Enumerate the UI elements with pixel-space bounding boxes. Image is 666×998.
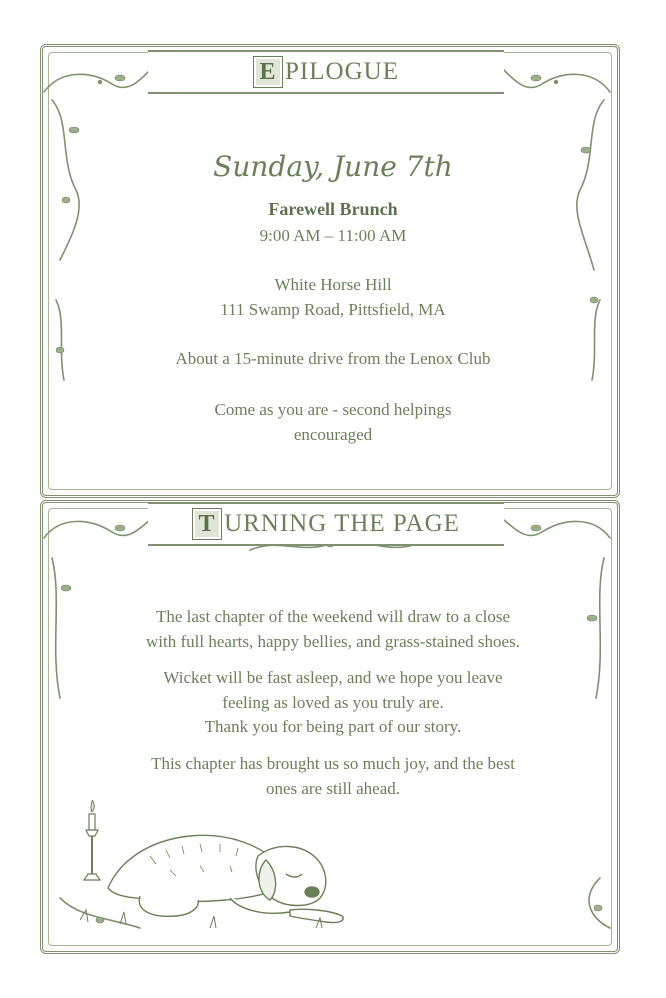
epilogue-dropcap: E: [253, 56, 283, 88]
dog-icon: [108, 835, 343, 922]
drive-distance: About a 15-minute drive from the Lenox Club: [175, 349, 491, 368]
venue-address: 111 Swamp Road, Pittsfield, MA: [220, 300, 446, 319]
paragraph-1-line-1: The last chapter of the weekend will draw to a close: [155, 607, 511, 626]
event-time: 9:00 AM – 11:00 AM: [259, 226, 407, 245]
epilogue-heading-bar: [148, 50, 504, 94]
turning-page-heading: [192, 508, 460, 540]
turning-page-heading-bar: [148, 502, 504, 546]
event-name: Farewell Brunch: [268, 199, 398, 219]
candle-icon: [84, 800, 100, 880]
dress-note-line-2: encouraged: [293, 425, 373, 444]
sleeping-dog-illustration: [80, 800, 350, 940]
event-date: Sunday, June 7th: [213, 150, 453, 183]
paragraph-2-line-3: Thank you for being part of our story.: [204, 717, 462, 736]
turning-page-heading-text: URNING THE PAGE: [224, 510, 460, 537]
paragraph-1-line-2: with full hearts, happy bellies, and grass-stained shoes.: [146, 632, 520, 651]
epilogue-heading: [253, 56, 399, 88]
venue-name: White Horse Hill: [274, 275, 392, 294]
paragraph-2-line-1: Wicket will be fast asleep, and we hope you leave: [163, 668, 503, 687]
paragraph-2-line-2: feeling as loved as you truly are.: [222, 693, 444, 712]
dress-note-line-1: Come as you are - second helpings: [214, 400, 452, 419]
epilogue-heading-text: PILOGUE: [285, 58, 399, 85]
turning-page-dropcap: T: [192, 508, 222, 540]
paragraph-3-line-2: ones are still ahead.: [265, 779, 401, 798]
paragraph-3-line-1: This chapter has brought us so much joy, and the best: [151, 754, 515, 773]
